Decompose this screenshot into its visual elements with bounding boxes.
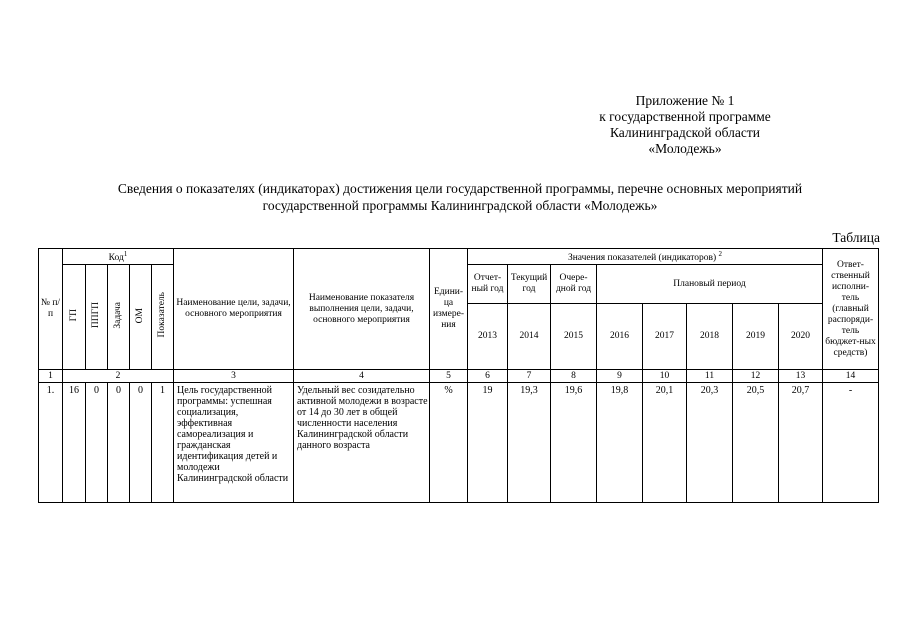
annex-line-4: «Молодежь» <box>648 141 722 156</box>
header-year-2013: 2013 <box>468 304 508 370</box>
col-num-8: 8 <box>551 370 597 383</box>
row-value-2020: 20,7 <box>779 383 823 503</box>
header-year-2014: 2014 <box>508 304 551 370</box>
col-num-12: 12 <box>733 370 779 383</box>
header-responsible: Ответ-ственный исполни-тель (главный распоряди-тель бюджет-ных средств) <box>823 249 879 370</box>
annex-line-3: Калининградской области <box>609 125 761 140</box>
row-value-2016: 19,8 <box>597 383 643 503</box>
document-title <box>40 180 880 214</box>
header-ppgp <box>86 265 108 370</box>
row-responsible: - <box>823 383 879 503</box>
header-report-year: Отчет-ный год <box>468 265 508 304</box>
col-num-7: 7 <box>508 370 551 383</box>
header-kod-note: 1 <box>123 250 128 258</box>
col-num-6: 6 <box>468 370 508 383</box>
header-current-year: Текущий год <box>508 265 551 304</box>
header-om-label: ОМ <box>135 307 145 323</box>
col-num-3: 3 <box>174 370 294 383</box>
row-zadacha: 0 <box>108 383 130 503</box>
row-gp: 16 <box>63 383 86 503</box>
header-gp-label: ГП <box>68 308 79 322</box>
col-num-1: 1 <box>39 370 63 383</box>
row-value-2018: 20,3 <box>687 383 733 503</box>
row-ppgp: 0 <box>86 383 108 503</box>
header-year-2020: 2020 <box>779 304 823 370</box>
row-goal: Цель государственной программы: успешная социализация, эффективная самореализация и гражданская идентификация детей и молодежи Калининградской области <box>174 383 294 503</box>
header-num: № п/п <box>39 249 63 370</box>
header-values-label: Значения показателей (индикаторов) <box>567 253 717 264</box>
header-zadacha-label: Задача <box>113 301 123 329</box>
col-num-14: 14 <box>823 370 879 383</box>
header-plan-period: Плановый период <box>597 265 823 304</box>
row-value-2014: 19,3 <box>508 383 551 503</box>
annex-caption <box>560 93 810 157</box>
header-kod <box>63 249 174 265</box>
col-num-11: 11 <box>687 370 733 383</box>
row-value-2017: 20,1 <box>643 383 687 503</box>
col-num-4: 4 <box>294 370 430 383</box>
header-year-2019: 2019 <box>733 304 779 370</box>
col-num-13: 13 <box>779 370 823 383</box>
table-row <box>39 383 879 503</box>
header-pokazatel <box>152 265 174 370</box>
header-kod-label: Код <box>108 253 124 264</box>
col-num-5: 5 <box>430 370 468 383</box>
row-indicator: Удельный вес созидательно активной молодежи в возрасте от 14 до 30 лет в общей численности населения Калининградской области данного возраста <box>294 383 430 503</box>
header-indicator-name: Наименование показателя выполнения цели, задачи, основного мероприятия <box>294 249 430 370</box>
col-num-2: 2 <box>63 370 174 383</box>
annex-line-1: Приложение № 1 <box>635 93 735 108</box>
header-ppgp-label: ППГП <box>91 302 101 329</box>
row-num: 1. <box>39 383 63 503</box>
col-num-10: 10 <box>643 370 687 383</box>
header-year-2016: 2016 <box>597 304 643 370</box>
row-unit: % <box>430 383 468 503</box>
title-line-1: Сведения о показателях (индикаторах) достижения цели государственной программы, перечне основных мероприятий <box>117 181 803 196</box>
header-year-2015: 2015 <box>551 304 597 370</box>
col-num-9: 9 <box>597 370 643 383</box>
row-value-2013: 19 <box>468 383 508 503</box>
header-om <box>130 265 152 370</box>
header-year-2017: 2017 <box>643 304 687 370</box>
header-goal-name: Наименование цели, задачи, основного мероприятия <box>174 249 294 370</box>
header-gp <box>63 265 86 370</box>
header-values-note: 2 <box>718 250 723 258</box>
table-label: Таблица <box>832 230 880 245</box>
row-value-2015: 19,6 <box>551 383 597 503</box>
header-pokazatel-label: Показатель <box>157 292 167 338</box>
row-pokazatel: 1 <box>152 383 174 503</box>
header-unit: Едини-ца измере-ния <box>430 249 468 370</box>
row-value-2019: 20,5 <box>733 383 779 503</box>
header-year-2018: 2018 <box>687 304 733 370</box>
row-om: 0 <box>130 383 152 503</box>
header-zadacha <box>108 265 130 370</box>
title-line-2: государственной программы Калининградской области «Молодежь» <box>262 198 658 213</box>
header-next-year: Очере-дной год <box>551 265 597 304</box>
header-values <box>468 249 823 265</box>
indicators-table <box>38 248 879 503</box>
annex-line-2: к государственной программе <box>599 109 771 124</box>
